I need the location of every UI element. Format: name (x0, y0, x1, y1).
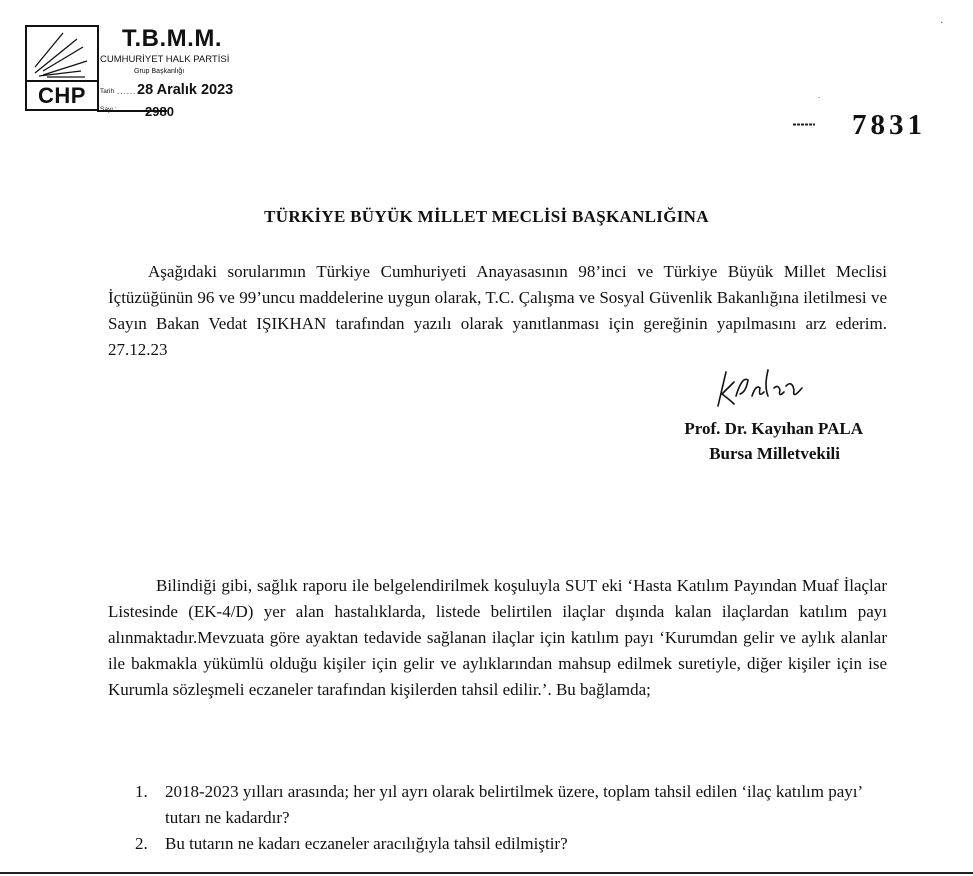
body-paragraph: Bilindiği gibi, sağlık raporu ile belgelendirilmek koşuluyla SUT eki ‘Hasta Katılım Payından Muaf İlaçlar Listesinde (EK-4/D) yer alan hastalıklarda, listede belirtilen ilaçlar dışında kalan ilaçlardan katılım payı alınmaktadır.Mevzuata göre ayaktan tedavide sağlanan ilaçlar için katılım payı ‘Kurumdan gelir ve aylık alanlar ile bakmakla yükümlü olduğu kişiler için gelir ve aylıklarından mahsup edilmek suretiyle, diğer kişiler için ise Kurumla sözleşmeli eczaneler tarafından kişilerden tahsil edilir.’. Bu bağlamda; (108, 576, 887, 699)
chp-logo (25, 25, 99, 111)
stamp-number: 7831 (852, 109, 926, 141)
list-item (135, 831, 895, 857)
list-text: 2018-2023 yılları arasında; her yıl ayrı olarak belirtilmek üzere, toplam tahsil edilen ‘ilaç katılım payı’ tutarı ne kadardır? (165, 782, 862, 827)
list-number: 1. (135, 782, 148, 801)
signer-name: Prof. Dr. Kayıhan PALA (684, 419, 863, 438)
party-name: CUMHURİYET HALK PARTİSİ (100, 54, 230, 65)
document-title: TÜRKİYE BÜYÜK MİLLET MECLİSİ BAŞKANLIĞINA (264, 207, 709, 226)
date-dots: ...... (117, 87, 137, 96)
org-title: T.B.M.M. (122, 25, 222, 52)
signer-role: Bursa Milletvekili (709, 444, 840, 463)
list-text: Bu tutarın ne kadarı eczaneler aracılığıyla tahsil edilmiştir? (165, 834, 568, 853)
speck-mark: . (818, 90, 821, 100)
date-value: 28 Aralık 2023 (137, 82, 234, 98)
logo-arrows-icon (27, 27, 97, 79)
stamp-mark-icon (793, 123, 815, 126)
list-item (135, 779, 895, 831)
number-value: 2980 (145, 104, 174, 119)
intro-paragraph: Aşağıdaki sorularımın Türkiye Cumhuriyeti Anayasasının 98’inci ve Türkiye Büyük Millet Meclisi İçtüzüğünün 96 ve 99’uncu maddelerine uygun olarak, T.C. Çalışma ve Sosyal Güvenlik Bakanlığına iletilmesi ve Sayın Bakan Vedat IŞIKHAN tarafından yazılı olarak yanıtlanması için gereğinin yapılmasını arz ederim. 27.12.23 (108, 262, 887, 359)
date-label: Tarih (100, 88, 115, 95)
group-name: Grup Başkanlığı (134, 68, 185, 75)
list-number: 2. (135, 834, 148, 853)
question-list (135, 779, 895, 857)
logo-text: CHP (38, 83, 86, 108)
number-label: Sayı : (100, 106, 117, 113)
page-bottom-rule (0, 872, 973, 874)
handwritten-signature (712, 366, 822, 411)
logo-divider (27, 80, 97, 82)
speck-mark: · (940, 18, 944, 29)
